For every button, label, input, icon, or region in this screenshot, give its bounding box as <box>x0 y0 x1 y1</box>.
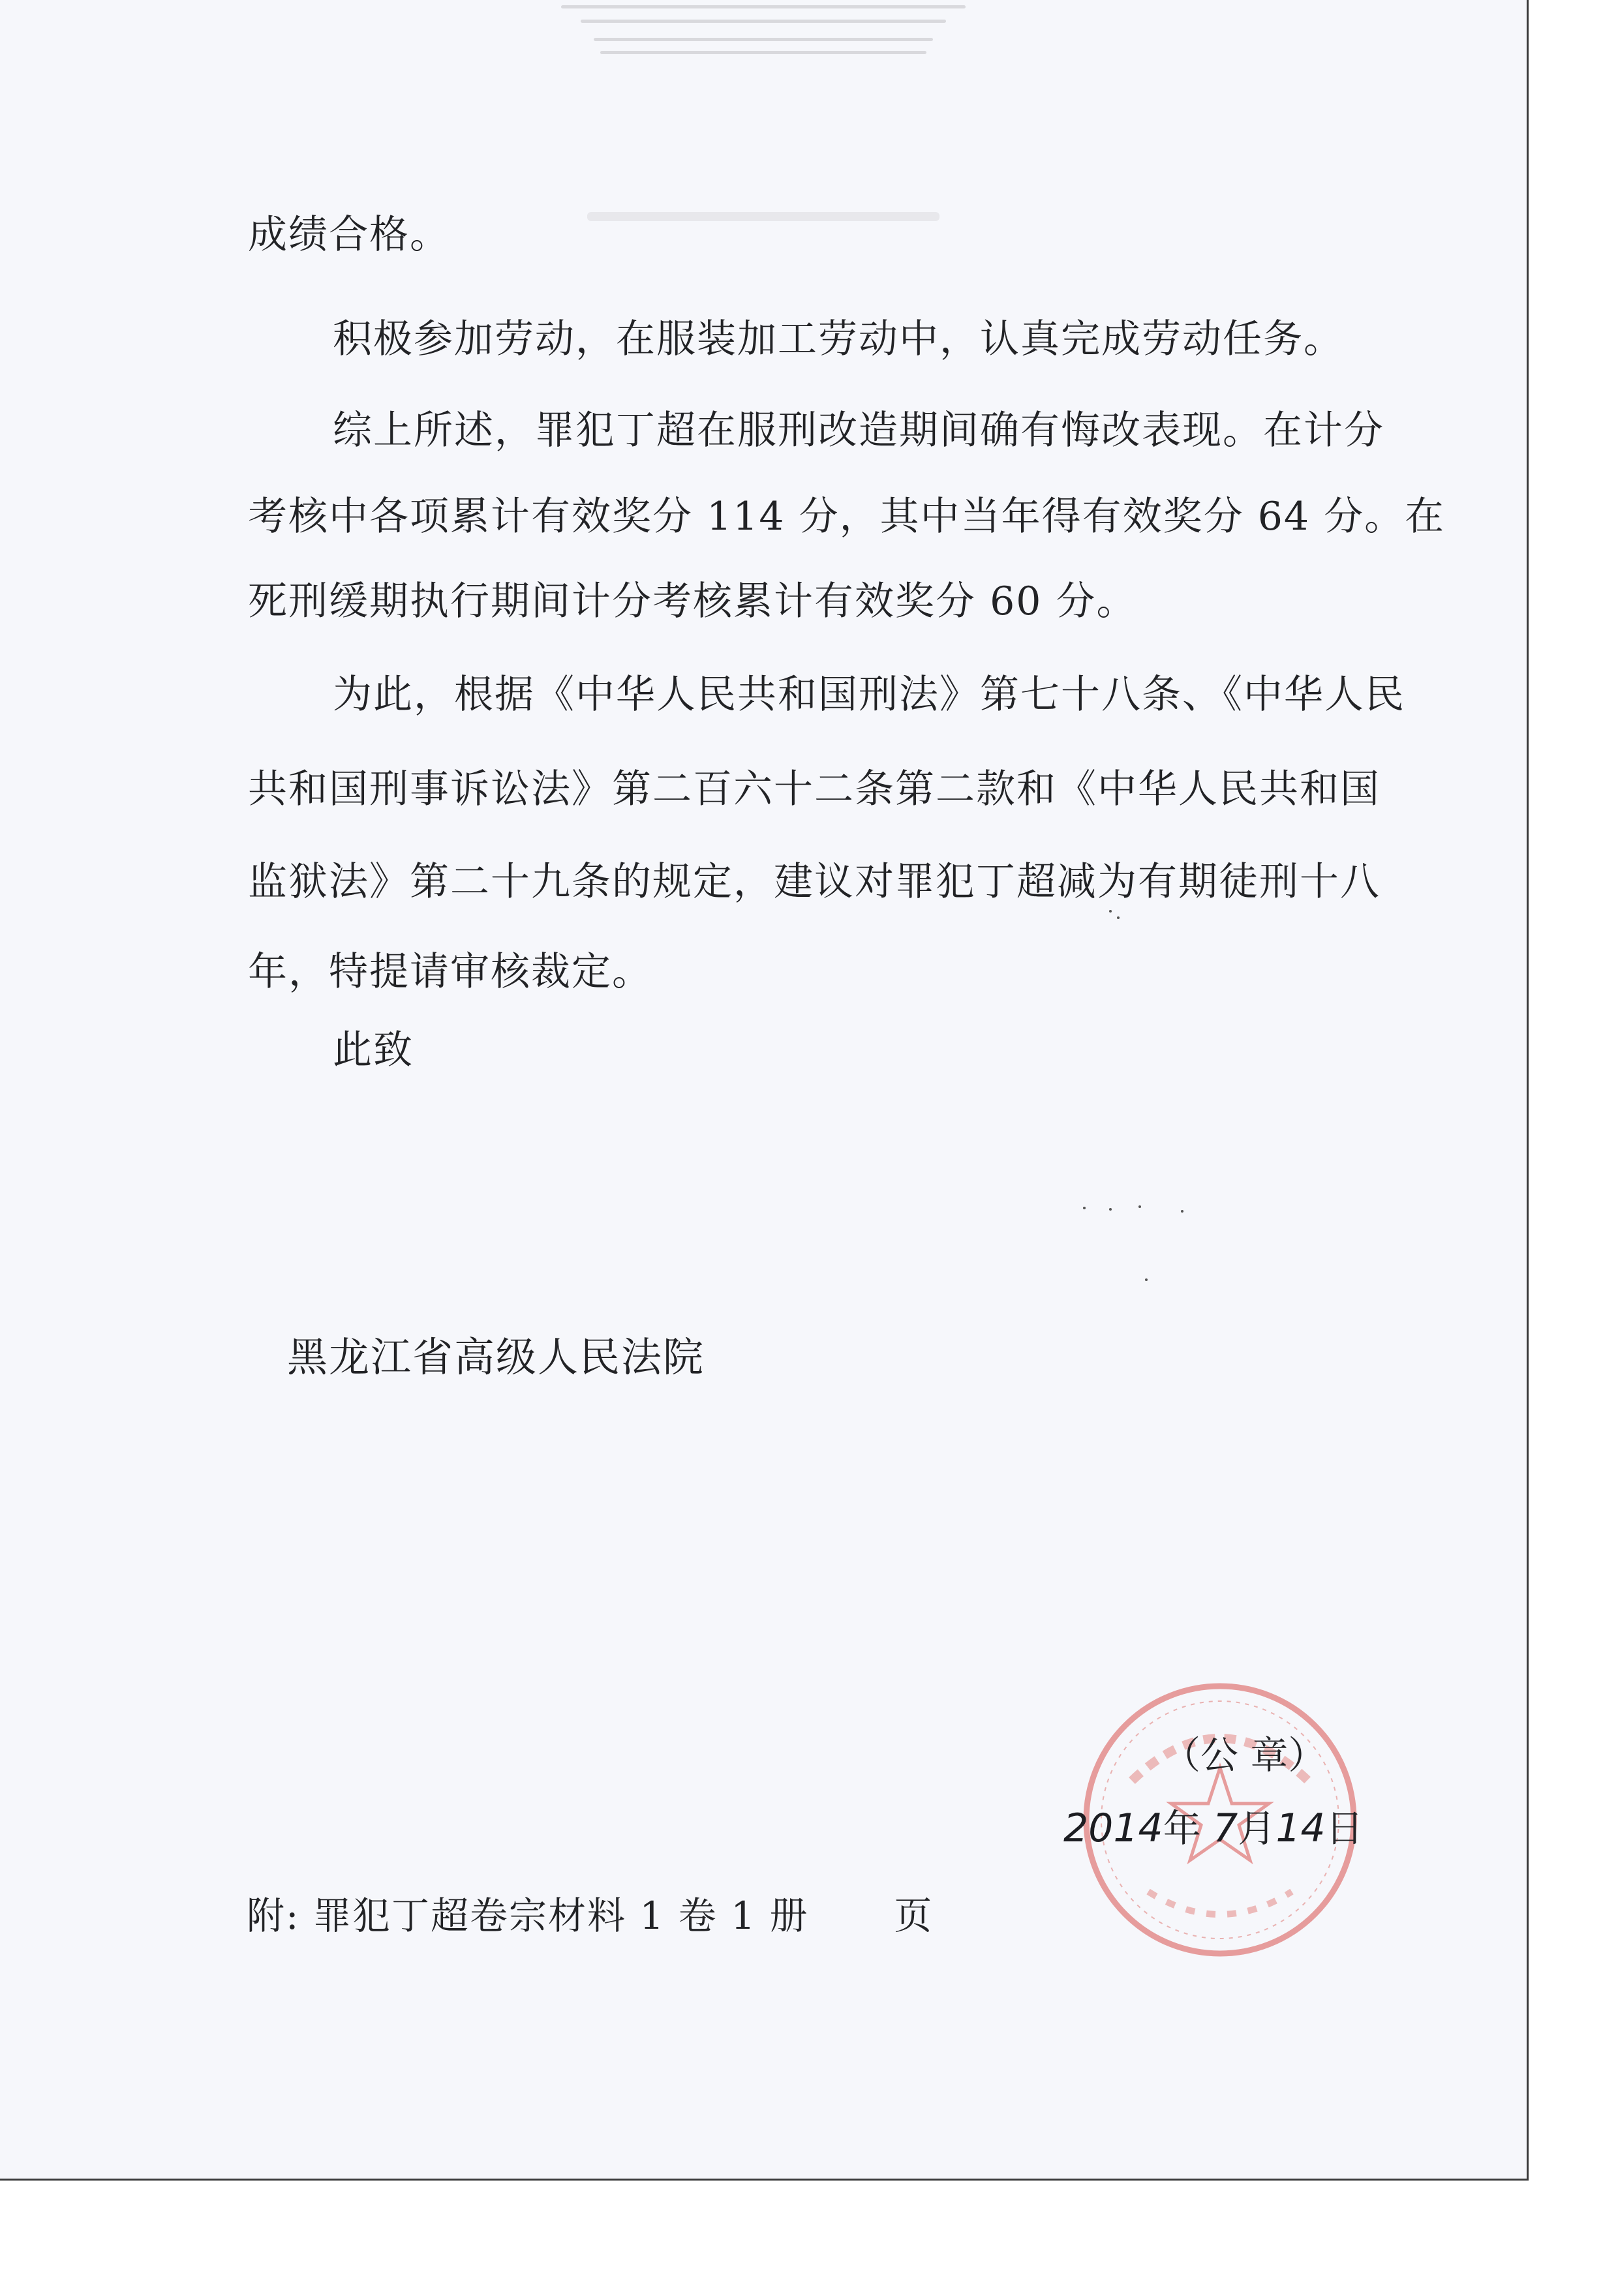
attachment-line <box>247 1894 934 1938</box>
paragraph-line: 积极参加劳动，在服装加工劳动中，认真完成劳动任务。 <box>333 316 1344 362</box>
scan-speck <box>1109 910 1112 913</box>
scan-speck <box>1117 916 1120 919</box>
seal-label: （公 章） <box>1163 1733 1326 1777</box>
paragraph-line: 综上所述，罪犯丁超在服刑改造期间确有悔改表现。在计分 <box>333 408 1384 453</box>
date-month-unit: 月 <box>1238 1806 1276 1850</box>
paragraph-line: 死刑缓期执行期间计分考核累计有效奖分 60 分。 <box>248 579 1137 624</box>
paragraph-line: 成绩合格。 <box>248 212 450 258</box>
paragraph-line: 为此，根据《中华人民共和国刑法》第七十八条、《中华人民 <box>333 672 1405 718</box>
paragraph-line: 年，特提请审核裁定。 <box>248 949 652 995</box>
date-year-unit: 年 <box>1163 1806 1201 1850</box>
scan-speck <box>1109 1208 1112 1211</box>
paragraph-line: 共和国刑事诉讼法》第二百六十二条第二款和《中华人民共和国 <box>248 766 1381 812</box>
paragraph-line: 考核中各项累计有效奖分 114 分，其中当年得有效奖分 64 分。在 <box>248 494 1446 539</box>
bleed-through-header <box>561 0 966 59</box>
scan-speck <box>1181 1210 1183 1213</box>
attachment-text: 罪犯丁超卷宗材料 1 卷 1 册 <box>313 1894 809 1938</box>
attachment-prefix: 附: <box>247 1894 300 1938</box>
date-day: 14 <box>1275 1805 1326 1851</box>
closing-salutation: 此致 <box>333 1027 414 1073</box>
scan-speck <box>1145 1278 1148 1281</box>
paragraph-line: 监狱法》第二十九条的规定，建议对罪犯丁超减为有期徒刑十八 <box>248 859 1381 905</box>
signature-date <box>1063 1805 1364 1851</box>
date-day-unit: 日 <box>1325 1806 1364 1850</box>
bleed-through-mark <box>587 212 939 221</box>
addressee: 黑龙江省高级人民法院 <box>287 1333 705 1381</box>
date-month: 7 <box>1213 1805 1238 1851</box>
scan-speck <box>1083 1207 1086 1209</box>
scan-speck <box>1138 1205 1141 1208</box>
attachment-page-unit: 页 <box>894 1894 934 1938</box>
date-year: 2014 <box>1063 1805 1163 1851</box>
